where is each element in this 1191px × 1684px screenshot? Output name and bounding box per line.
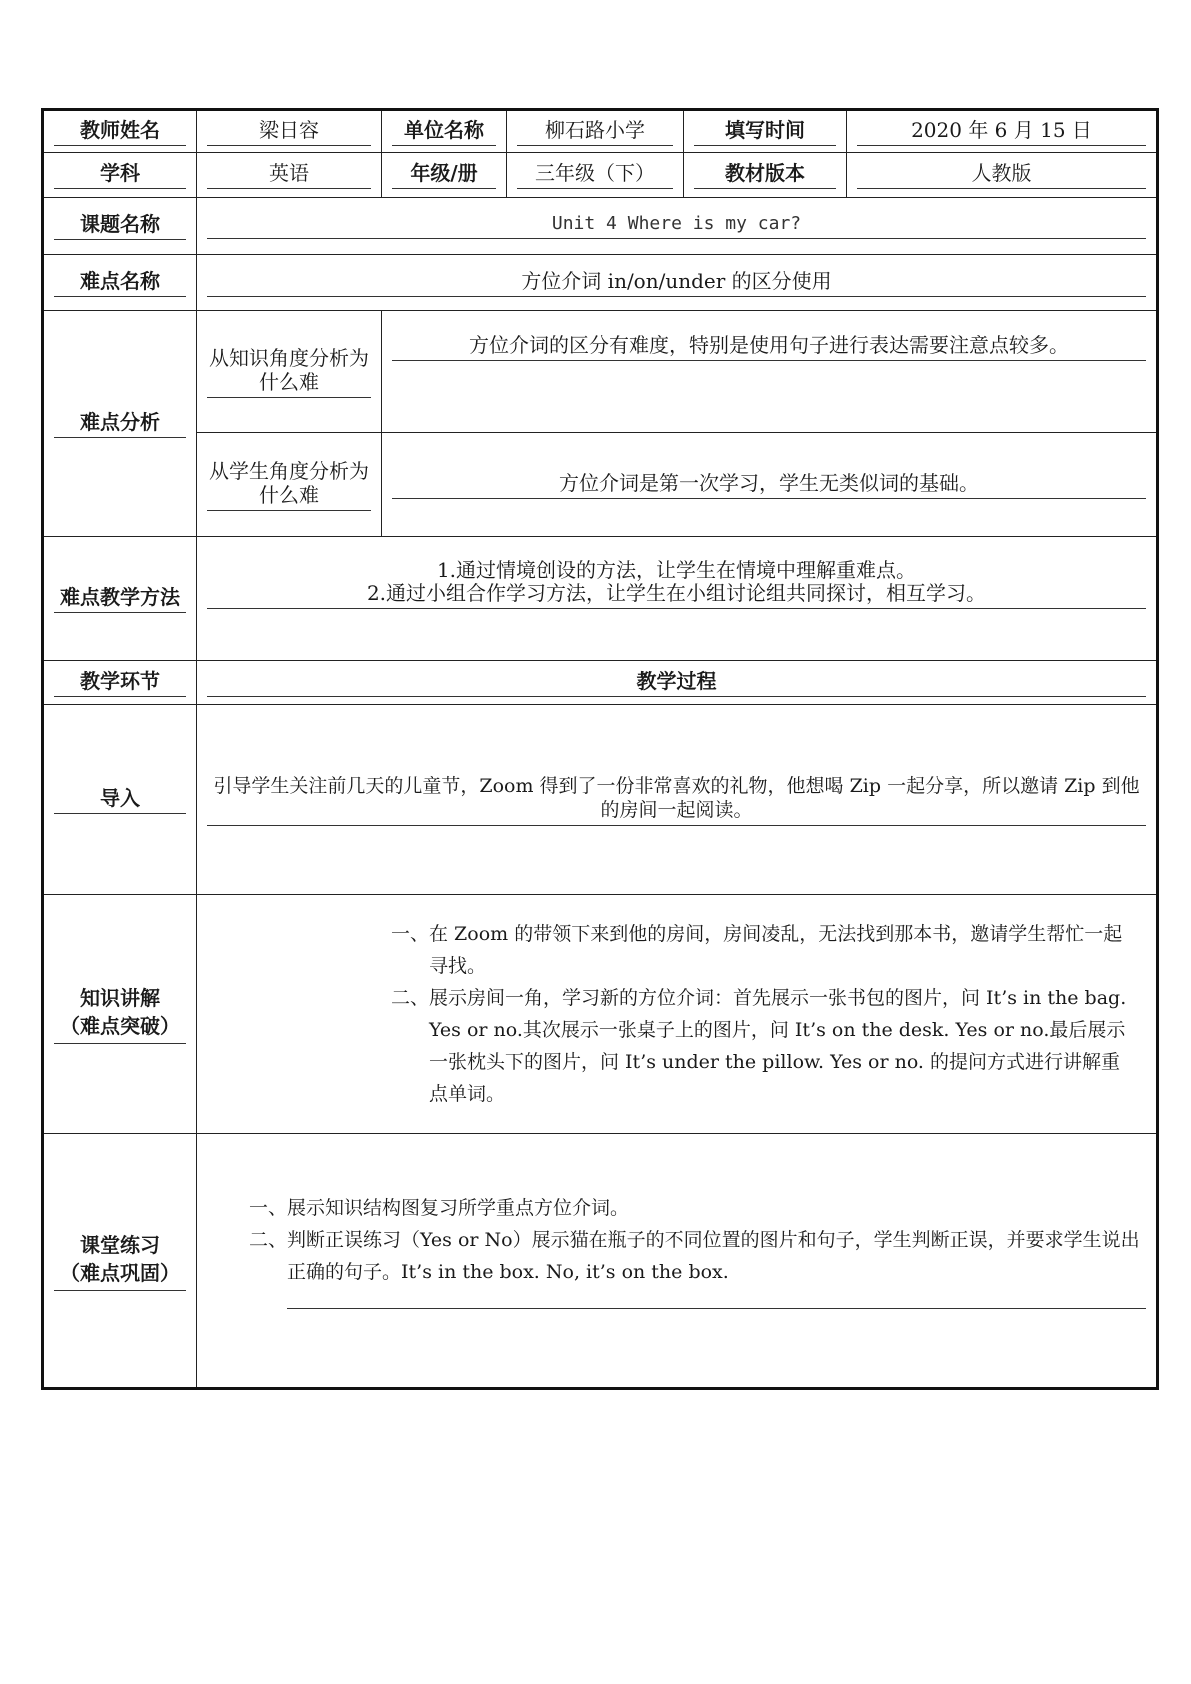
- unit-label: 单位名称: [392, 118, 496, 146]
- topic-label-cell: [43, 198, 197, 255]
- analysis-row-student: [43, 433, 1158, 537]
- difficulty-label-cell: [43, 255, 197, 311]
- knowledge-row: [43, 895, 1158, 1134]
- topic-row: [43, 198, 1158, 255]
- knowledge-angle-label: 从知识角度分析为什么难: [207, 346, 371, 398]
- student-angle-value: 方位介词是第一次学习，学生无类似词的基础。: [392, 471, 1146, 499]
- intro-text: 引导学生关注前几天的儿童节，Zoom 得到了一份非常喜欢的礼物，他想喝 Zip 一起分享，所以邀请 Zip 到他的房间一起阅读。: [207, 774, 1146, 826]
- student-angle-cell: [197, 433, 382, 537]
- grade-value-cell: [507, 153, 684, 198]
- method-row: [43, 537, 1158, 661]
- practice-item: [249, 1192, 1146, 1224]
- knowledge-label-line2: （难点突破）: [60, 1014, 180, 1038]
- practice-list: [249, 1192, 1146, 1309]
- difficulty-row: [43, 255, 1158, 311]
- practice-label-line2: （难点巩固）: [60, 1260, 180, 1285]
- analysis-label: 难点分析: [54, 410, 186, 438]
- knowledge-item-num: 二、: [391, 987, 430, 1009]
- process-header-row: [43, 661, 1158, 705]
- knowledge-item: [391, 918, 1128, 982]
- process-header-cell: [197, 661, 1158, 705]
- grade-label-cell: [382, 153, 507, 198]
- topic-label: 课题名称: [54, 212, 186, 240]
- method-label-cell: [43, 537, 197, 661]
- header-row-1: [43, 110, 1158, 153]
- topic-value-cell: [197, 198, 1158, 255]
- intro-row: [43, 705, 1158, 895]
- practice-item-num: 二、: [249, 1229, 288, 1251]
- practice-text-cell: [197, 1134, 1158, 1389]
- knowledge-angle-cell: [197, 311, 382, 433]
- practice-item-text: 展示知识结构图复习所学重点方位介词。: [287, 1197, 630, 1219]
- header-row-2: [43, 153, 1158, 198]
- stage-header-cell: [43, 661, 197, 705]
- date-label-cell: [684, 110, 847, 153]
- unit-value-cell: [507, 110, 684, 153]
- lesson-plan-table: [41, 108, 1159, 1390]
- teacher-label-cell: [43, 110, 197, 153]
- method-lines: [207, 559, 1146, 609]
- difficulty-value: 方位介词 in/on/under 的区分使用: [207, 269, 1146, 297]
- edition-label: 教材版本: [694, 161, 836, 189]
- intro-label: 导入: [54, 786, 186, 814]
- knowledge-label-line1: 知识讲解: [80, 986, 160, 1010]
- stage-header: 教学环节: [54, 669, 186, 697]
- analysis-label-cell: [43, 311, 197, 537]
- unit-label-cell: [382, 110, 507, 153]
- method-value-cell: [197, 537, 1158, 661]
- intro-text-cell: [197, 705, 1158, 895]
- student-angle-value-cell: [382, 433, 1158, 537]
- intro-label-cell: [43, 705, 197, 895]
- difficulty-value-cell: [197, 255, 1158, 311]
- practice-row: [43, 1134, 1158, 1389]
- knowledge-item-text: 展示房间一角，学习新的方位介词：首先展示一张书包的图片，问 It’s in the bag. Yes or no.其次展示一张桌子上的图片，问 It’s on the desk. Yes or no.最后展示一张枕头下的图片，问 It’s under the pillow. Yes or no. 的提问方式进行讲解重点单词。: [429, 987, 1127, 1105]
- practice-label: [54, 1231, 186, 1291]
- knowledge-text-cell: [197, 895, 1158, 1134]
- date-label: 填写时间: [694, 118, 836, 146]
- lesson-plan-sheet: [41, 108, 1156, 1390]
- practice-item: [249, 1224, 1146, 1309]
- knowledge-label: [54, 984, 186, 1044]
- analysis-row-knowledge: [43, 311, 1158, 433]
- process-header: 教学过程: [207, 669, 1146, 697]
- teacher-label: 教师姓名: [54, 118, 186, 146]
- student-angle-label: 从学生角度分析为什么难: [207, 459, 371, 511]
- knowledge-item-num: 一、: [391, 923, 430, 945]
- knowledge-angle-value-cell: [382, 311, 1158, 433]
- edition-label-cell: [684, 153, 847, 198]
- knowledge-label-cell: [43, 895, 197, 1134]
- edition-value-cell: [847, 153, 1158, 198]
- teacher-value-cell: [197, 110, 382, 153]
- subject-label: 学科: [54, 161, 186, 189]
- subject-label-cell: [43, 153, 197, 198]
- practice-item-text: 判断正误练习（Yes or No）展示猫在瓶子的不同位置的图片和句子，学生判断正误，并要求学生说出正确的句子。It’s in the box. No, it’s on the box.: [287, 1224, 1146, 1309]
- knowledge-list: [391, 918, 1128, 1110]
- method-label: 难点教学方法: [54, 585, 186, 613]
- method-line-2: 2.通过小组合作学习方法，让学生在小组讨论组共同探讨，相互学习。: [366, 581, 987, 605]
- knowledge-angle-value: 方位介词的区分有难度，特别是使用句子进行表达需要注意点较多。: [392, 333, 1146, 361]
- grade-label: 年级/册: [392, 161, 496, 189]
- knowledge-item: [391, 982, 1128, 1110]
- date-value-cell: [847, 110, 1158, 153]
- grade-value: 三年级（下）: [517, 161, 673, 189]
- method-line-1: 1.通过情境创设的方法，让学生在情境中理解重难点。: [436, 558, 917, 582]
- practice-label-cell: [43, 1134, 197, 1389]
- teacher-value: 梁日容: [207, 118, 371, 146]
- topic-value: Unit 4 Where is my car?: [207, 213, 1146, 239]
- practice-item-num: 一、: [249, 1197, 288, 1219]
- unit-value: 柳石路小学: [517, 118, 673, 146]
- practice-label-line1: 课堂练习: [80, 1232, 160, 1257]
- knowledge-item-text: 在 Zoom 的带领下来到他的房间，房间凌乱，无法找到那本书，邀请学生帮忙一起寻找。: [429, 923, 1123, 977]
- date-value: 2020 年 6 月 15 日: [857, 118, 1146, 146]
- subject-value-cell: [197, 153, 382, 198]
- difficulty-label: 难点名称: [54, 269, 186, 297]
- edition-value: 人教版: [857, 161, 1146, 189]
- subject-value: 英语: [207, 161, 371, 189]
